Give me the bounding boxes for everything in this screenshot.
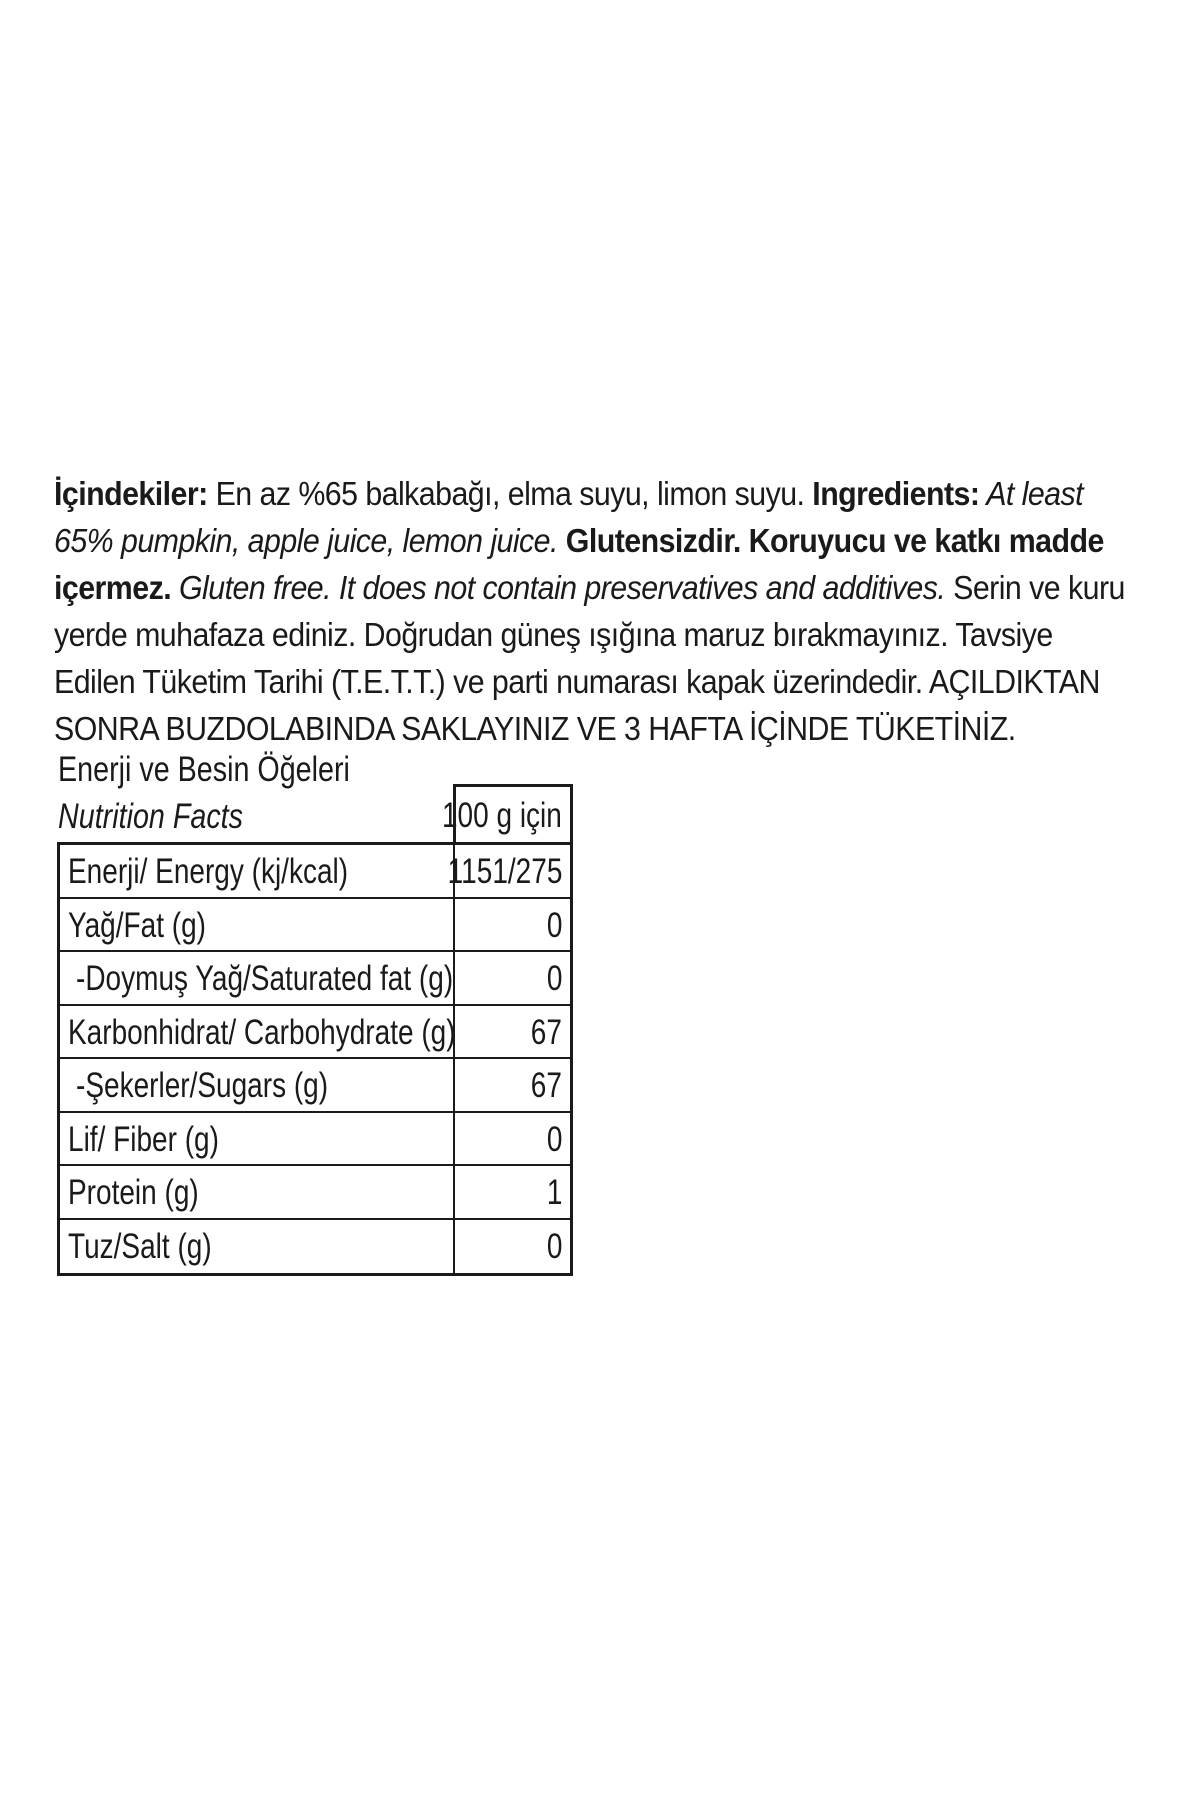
gluten-free-en: Gluten free. It does not contain preservatives and additives.	[171, 569, 946, 606]
nutrient-name: Yağ/Fat (g)	[68, 905, 206, 945]
ingredients-en-text: At least 65% pumpkin, apple juice, lemon juice.	[54, 475, 1084, 559]
nutrition-title: Enerji ve Besin Öğeleri	[58, 750, 350, 789]
nutrient-value: 0	[546, 1226, 562, 1266]
nutrition-row-saturated-fat	[60, 952, 570, 1006]
nutrient-name: Enerji/ Energy (kj/kcal)	[68, 852, 349, 891]
nutrient-value: 0	[546, 1119, 562, 1159]
storage-instructions: Serin ve kuru yerde muhafaza ediniz. Doğrudan güneş ışığına maruz bırakmayınız. Tavsiye Edilen Tüketim Tarihi (T.E.T.T.) ve parti numarası kapak üzerindedir. AÇILDIKTAN SONRA BUZDOLABINDA SAKLAYINIZ VE 3 HAFTA İÇİNDE TÜKETİNİZ.	[54, 569, 1125, 747]
nutrient-value: 0	[546, 905, 562, 945]
nutrition-subtitle: Nutrition Facts	[58, 797, 244, 836]
nutrient-name: -Doymuş Yağ/Saturated fat (g)	[76, 959, 454, 998]
ingredients-en-label: Ingredients:	[812, 475, 980, 512]
nutrient-name: -Şekerler/Sugars (g)	[76, 1066, 329, 1105]
nutrient-value: 0	[546, 959, 562, 998]
gluten-free-tr: Glutensizdir. Koruyucu ve katkı madde içermez.	[54, 522, 1104, 606]
nutrition-row-fat	[60, 899, 570, 953]
ingredients-tr-text: En az %65 balkabağı, elma suyu, limon suyu.	[207, 475, 813, 512]
nutrient-value: 67	[530, 1066, 562, 1105]
nutrient-value: 1151/275	[447, 852, 562, 891]
nutrition-row-fiber	[60, 1113, 570, 1167]
nutrient-name: Protein (g)	[68, 1173, 199, 1212]
nutrition-row-salt	[60, 1220, 570, 1274]
ingredients-tr-label: İçindekiler:	[54, 475, 208, 512]
per-100g-header-text: 100 g için	[442, 796, 562, 835]
per-100g-header	[442, 784, 573, 842]
nutrient-name: Lif/ Fiber (g)	[68, 1119, 219, 1159]
nutrition-table-body	[57, 842, 573, 1276]
nutrition-row-energy	[60, 845, 570, 899]
nutrient-value: 1	[546, 1173, 562, 1212]
nutrition-row-protein	[60, 1166, 570, 1220]
ingredients-paragraph	[54, 470, 1134, 752]
nutrient-name: Tuz/Salt (g)	[68, 1226, 212, 1266]
nutrient-name: Karbonhidrat/ Carbohydrate (g)	[68, 1012, 456, 1052]
nutrition-row-sugars	[60, 1059, 570, 1113]
nutrient-value: 67	[530, 1012, 562, 1052]
nutrition-row-carbohydrate	[60, 1006, 570, 1060]
